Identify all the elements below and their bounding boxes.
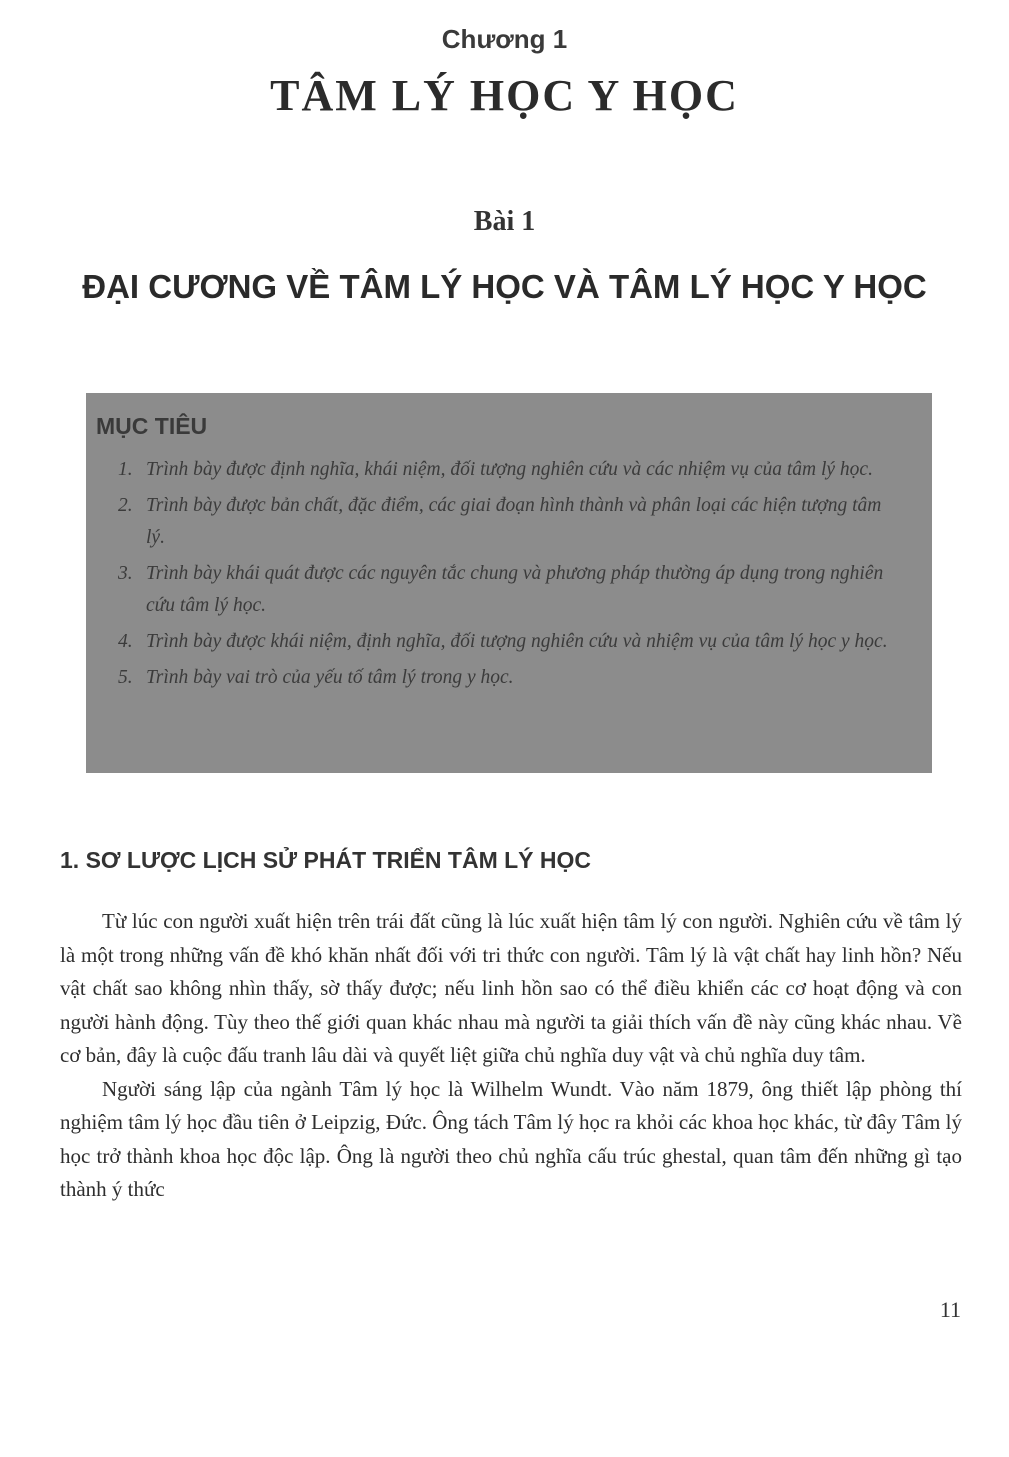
objective-text: Trình bày vai trò của yếu tố tâm lý trong y học. bbox=[146, 667, 514, 688]
objective-number: 2. bbox=[118, 495, 133, 516]
objective-number: 4. bbox=[118, 631, 133, 652]
objectives-box bbox=[86, 393, 932, 773]
page-number: 11 bbox=[939, 1297, 961, 1322]
objective-number: 3. bbox=[118, 563, 133, 584]
objectives-heading: MỤC TIÊU bbox=[96, 413, 208, 439]
objective-item bbox=[96, 626, 902, 658]
objective-item bbox=[96, 490, 902, 554]
objectives-list bbox=[96, 454, 902, 694]
objective-number: 5. bbox=[118, 667, 133, 688]
chapter-label: Chương 1 bbox=[441, 24, 568, 54]
objective-text: Trình bày khái quát được các nguyên tắc chung và phương pháp thường áp dụng trong nghiên cứu tâm lý học. bbox=[146, 563, 884, 616]
objective-item bbox=[96, 454, 902, 486]
body-text bbox=[60, 905, 962, 1207]
objective-item bbox=[96, 558, 902, 622]
lesson-label: Bài 1 bbox=[473, 206, 536, 237]
lesson-title: ĐẠI CƯƠNG VỀ TÂM LÝ HỌC VÀ TÂM LÝ HỌC Y HỌC bbox=[82, 268, 927, 305]
objective-text: Trình bày được bản chất, đặc điểm, các giai đoạn hình thành và phân loại các hiện tượng tâm lý. bbox=[146, 495, 882, 548]
objective-text: Trình bày được định nghĩa, khái niệm, đối tượng nghiên cứu và các nhiệm vụ của tâm lý học. bbox=[146, 459, 873, 480]
section-heading: 1. SƠ LƯỢC LỊCH SỬ PHÁT TRIỂN TÂM LÝ HỌC bbox=[60, 847, 592, 873]
paragraph: Từ lúc con người xuất hiện trên trái đất cũng là lúc xuất hiện tâm lý con người. Nghiên cứu về tâm lý là một trong những vấn đề khó khăn nhất đối với tri thức con người. Tâm lý là vật chất hay linh hồn? Nếu vật chất sao không nhìn thấy, sờ thấy được; nếu linh hồn sao có thể điều khiển các cơ hoạt động và con người hành động. Tùy theo thế giới quan khác nhau mà người ta giải thích vấn đề này cũng khác nhau. Về cơ bản, đây là cuộc đấu tranh lâu dài và quyết liệt giữa chủ nghĩa duy vật và chủ nghĩa duy tâm. bbox=[60, 909, 962, 1067]
chapter-title: TÂM LÝ HỌC Y HỌC bbox=[270, 71, 739, 120]
paragraph: Người sáng lập của ngành Tâm lý học là Wilhelm Wundt. Vào năm 1879, ông thiết lập phòng thí nghiệm tâm lý học đầu tiên ở Leipzig, Đức. Ông tách Tâm lý học ra khỏi các khoa học khác, từ đây Tâm lý học trở thành khoa học độc lập. Ông là người theo chủ nghĩa cấu trúc ghestal, quan tâm đến những gì tạo thành ý thức bbox=[60, 1076, 962, 1201]
objective-text: Trình bày được khái niệm, định nghĩa, đối tượng nghiên cứu và nhiệm vụ của tâm lý học y học. bbox=[146, 631, 888, 652]
objective-item bbox=[96, 662, 902, 694]
objective-number: 1. bbox=[118, 459, 133, 480]
